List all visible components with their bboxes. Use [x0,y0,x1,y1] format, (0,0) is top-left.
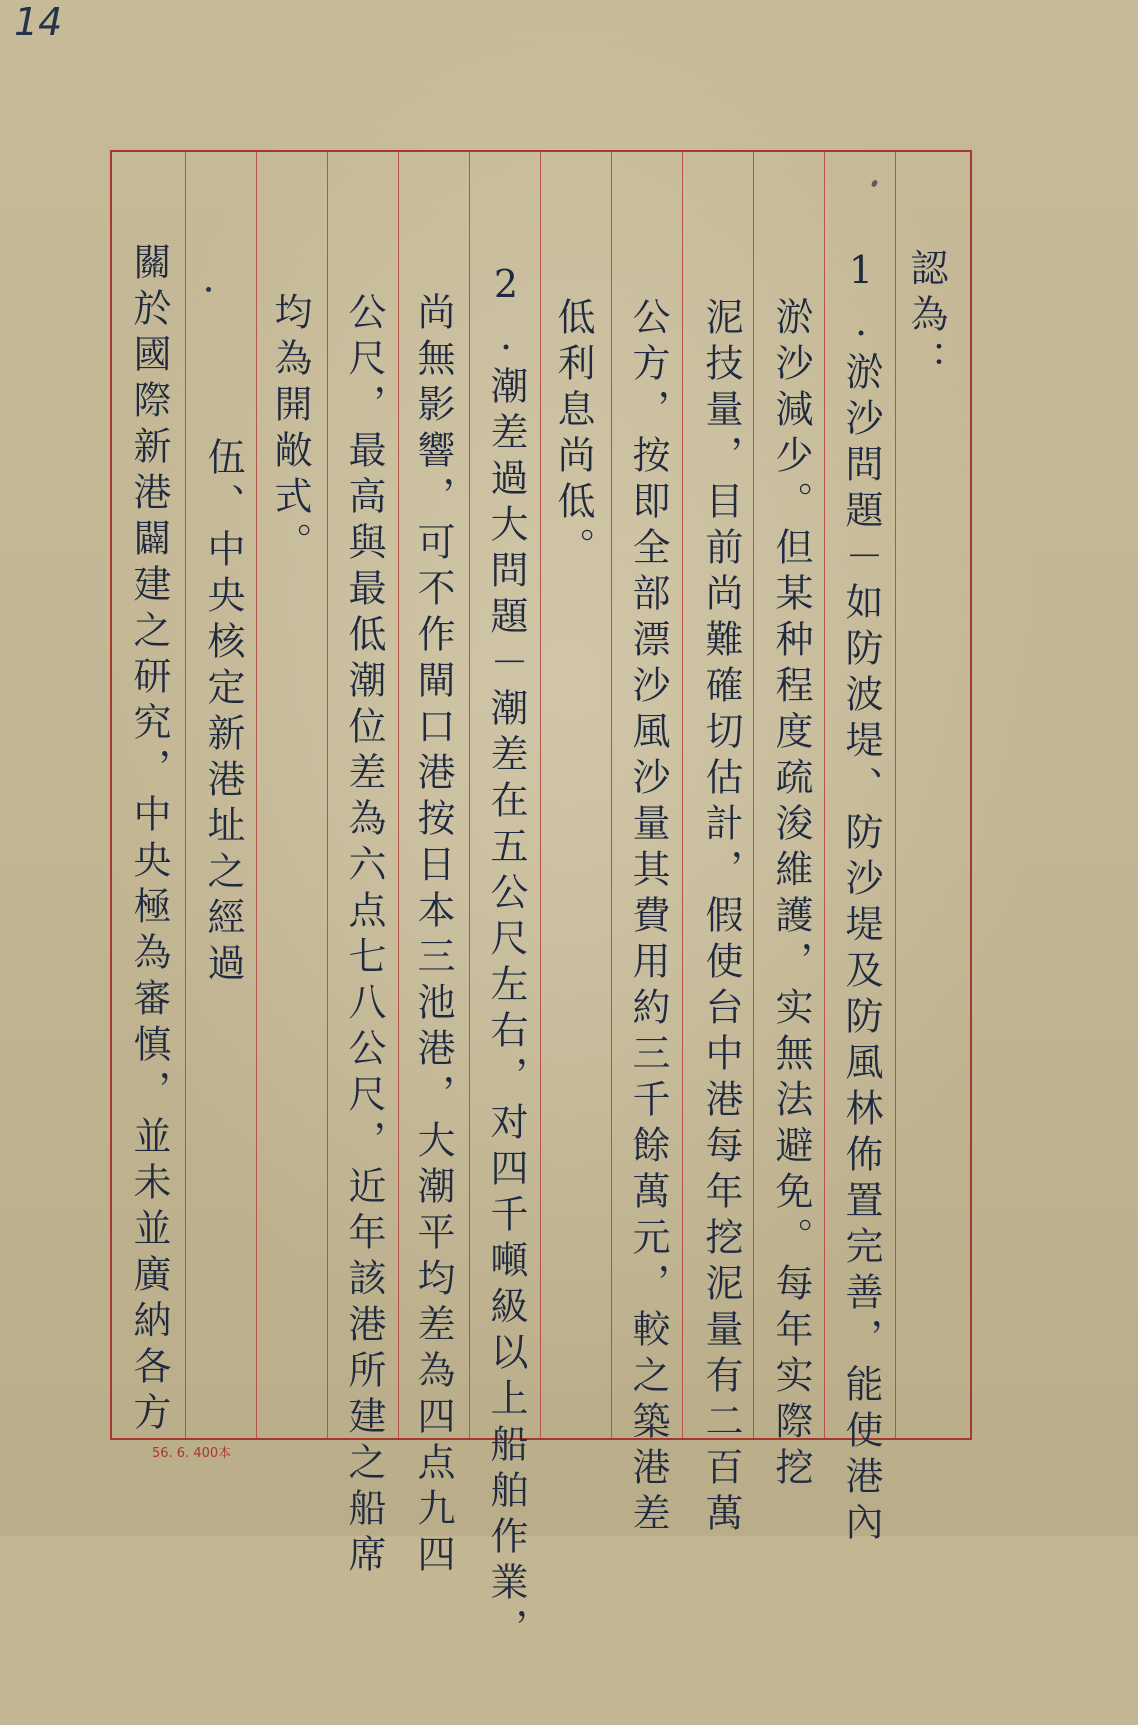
column-rule [682,152,683,1438]
text-column-5: 公方，按即全部漂沙風沙量其費用約三千餘萬元，較之築港差 [626,297,670,1539]
text-column-7: 2.潮差過大問題－潮差在五公尺左右，对四千噸級以上船舶作業， [484,262,528,1654]
print-mark: 56. 6. 400本 [152,1446,232,1461]
text-column-10: 均為開敞式。 [268,292,312,568]
page-number: 14 [14,0,63,44]
text-column-4: 泥技量，目前尚難確切估計，假使台中港每年挖泥量有二百萬 [699,297,743,1539]
text-column-9: 公尺，最高與最低潮位差為六点七八公尺，近年該港所建之船席 [342,292,386,1580]
text-column-11: 伍、中央核定新港址之經過 [201,437,245,989]
column-rule [753,152,754,1438]
ink-dot [206,287,211,292]
text-column-8: 尚無影響，可不作閘口港按日本三池港，大潮平均差為四点九四 [411,292,455,1580]
column-rule [398,152,399,1438]
column-rule [327,152,328,1438]
column-rule [469,152,470,1438]
text-column-6: 低利息尚低。 [551,297,595,573]
column-rule [611,152,612,1438]
text-column-1: 認為： [904,248,948,386]
column-rule [895,152,896,1438]
text-column-3: 淤沙減少。但某种程度疏浚維護，实無法避免。每年实際挖 [769,297,813,1493]
text-column-12: 關於國際新港闢建之研究，中央極為審慎，並未並廣納各方 [127,242,171,1438]
column-rule [256,152,257,1438]
column-rule [185,152,186,1438]
text-column-2: 1.淤沙問題－如防波堤、防沙堤及防風林佈置完善，能使港內 [839,248,883,1548]
column-rule [824,152,825,1438]
column-rule [540,152,541,1438]
